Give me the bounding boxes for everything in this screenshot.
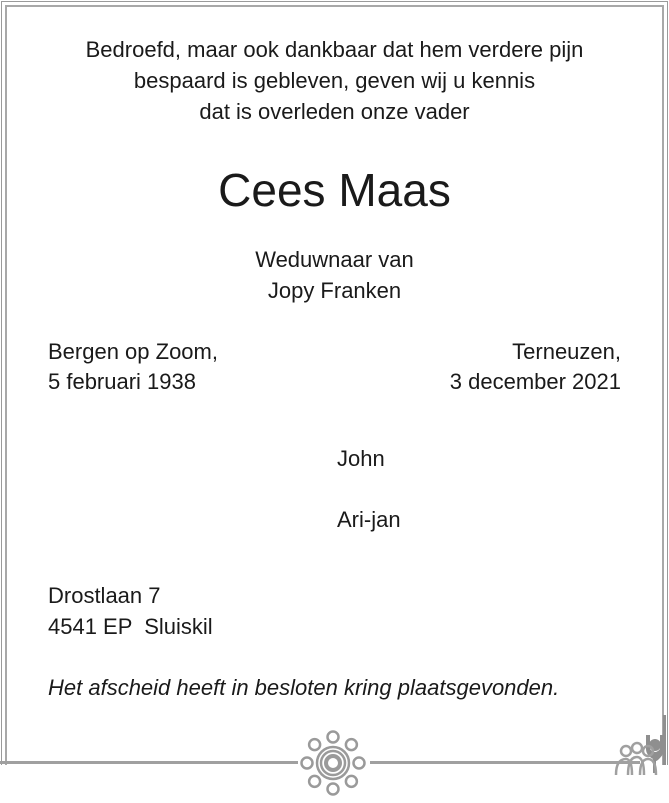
spouse-name: Jopy Franken: [267, 278, 402, 303]
closing-text: Het afscheid heeft in besloten kring plaatsgevonden.: [48, 675, 560, 700]
bottom-line-right: [370, 761, 640, 764]
intro-line-1: Bedroefd, maar ook dankbaar dat hem verdere pijn: [85, 37, 584, 62]
child-2: Ari-jan: [337, 507, 401, 532]
child-1: John: [337, 446, 385, 471]
birth-place: Bergen op Zoom,: [48, 339, 218, 364]
birth-date: 5 februari 1938: [48, 369, 196, 394]
family-logo-icon: [610, 715, 669, 790]
death-date: 3 december 2021: [449, 369, 621, 394]
intro-line-3: dat is overleden onze vader: [199, 99, 470, 124]
rosette-ornament-icon: [298, 728, 368, 798]
spouse-label: Weduwnaar van: [255, 247, 414, 272]
address-street: Drostlaan 7: [48, 583, 161, 608]
bottom-line-left: [0, 761, 298, 764]
address-city: 4541 EP Sluiskil: [48, 614, 213, 639]
deceased-name: Cees Maas: [218, 164, 451, 216]
intro-line-2: bespaard is gebleven, geven wij u kennis: [133, 68, 536, 93]
death-place: Terneuzen,: [512, 339, 621, 364]
